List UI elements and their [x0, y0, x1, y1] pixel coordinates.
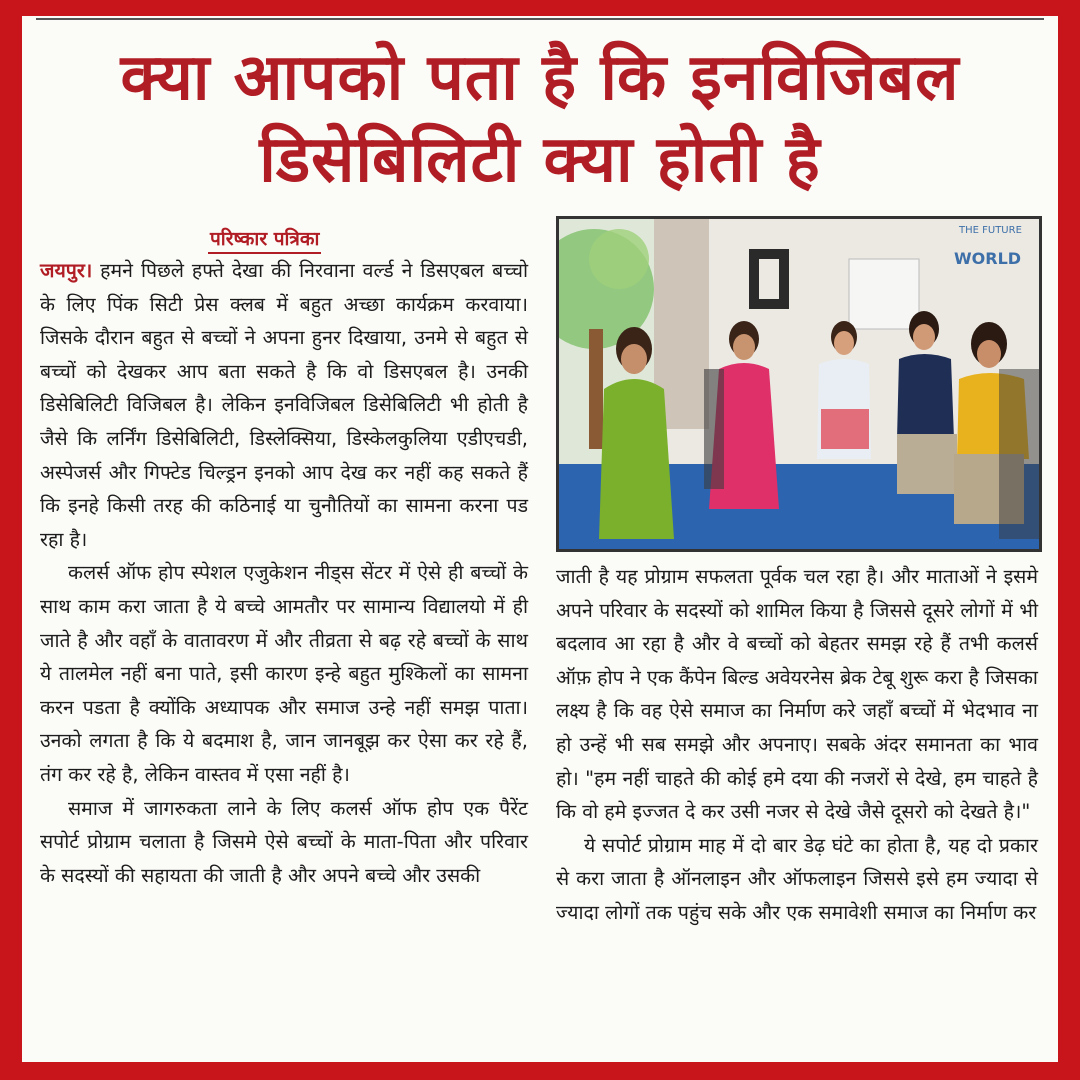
top-rule: [36, 18, 1044, 20]
headline-line-2: डिसेबिलिटी क्या होती है: [259, 123, 821, 197]
paragraph-2: कलर्स ऑफ होप स्पेशल एजुकेशन नीड्स सेंटर में ऐसे ही बच्चों के साथ काम करा जाता है ये बच्चे आमतौर पर सामान्य विद्यालयो में ही जाते है और वहाँ के वातावरण में और तीव्रता से बढ़ रहे बच्चों के साथ ये तालमेल नहीं बना पाते, इसी कारण इन्हे बहुत मुश्किलों का सामना करन पडता है क्योंकि अध्यापक और समाज उन्हे नहीं समझ पाता। उनको लगता है कि ये बदमाश है, जान जानबूझ कर ऐसा कर रहे हैं, तंग कर रहे है, लेकिन वास्तव में एसा नहीं है।: [40, 561, 528, 786]
dateline: जयपुर।: [40, 259, 93, 282]
headline-line-1: क्या आपको पता है कि इनविजिबल: [120, 41, 960, 115]
wall-text: WORLD: [954, 249, 1022, 268]
paragraph-1-text: हमने पिछले हफ्ते देखा की निरवाना वर्ल्ड ने डिसएबल बच्चो के लिए पिंक सिटी प्रेस क्लब में बहुत अच्छा कार्यक्रम करवाया। जिसके दौरान बहुत से बच्चों ने अपना हुनर दिखाया, उनमे से बहुत से बच्चों को देखकर आप बता सकते है कि वो डिसएबल है। उनकी डिसेबिलिटी विजिबल है। लेकिन इनविजिबल डिसेबिलिटी भी होती है जैसे कि लर्निंग डिसेबिलिटी, डिस्लेक्सिया, डिस्केलकुलिया एडीएचडी, अस्पेजर्स और गिफ्टेड चिल्ड्रन इनको आप देख कर नहीं कह सकते हैं कि इनहे किसी तरह की कठिनाई या चुनौतियों का सामना करना पड रहा है।: [40, 259, 528, 551]
paragraph-1: [40, 254, 528, 556]
paragraph-3: समाज में जागरुकता लाने के लिए कलर्स ऑफ होप एक पैरेंट सपोर्ट प्रोग्राम चलाता है जिसमे ऐसे बच्चों के माता-पिता और परिवार के सदस्यों की सहायता की जाती है और अपने बच्चे और उसकी: [40, 796, 528, 887]
newspaper-clipping: [22, 16, 1058, 1062]
paragraph-4: जाती है यह प्रोग्राम सफलता पूर्वक चल रहा है। और माताओं ने इसमे अपने परिवार के सदस्यों को शामिल किया है जिससे दूसरे लोगों में भी बदलाव आ रहा है और वे बच्चों को बेहतर समझ रहे हैं तभी कलर्स ऑफ़ होप ने एक कैंपेन बिल्ड अवेयरनेस ब्रेक टेबू शुरू करा है जिसका लक्ष्य है कि वह ऐसे समाज का निर्माण करे जहाँ बच्चों में भेदभाव ना हो उन्हें भी सब समझे और अपनाए। सबके अंदर समानता का भाव हो। "हम नहीं चाहते की कोई हमे दया की नजरों से देखे, हम चाहते है कि वो हमे इज्जत दे कर उसी नजर से देखे जैसे दूसरो को देखते है।": [556, 565, 1038, 824]
wall-top-text: THE FUTURE: [959, 225, 1022, 236]
photo-women-meeting: [559, 219, 1039, 549]
right-column: [556, 560, 1038, 930]
headline: [22, 38, 1058, 202]
byline: परिष्कार पत्रिका: [208, 226, 321, 254]
article-photo: [556, 216, 1042, 552]
paragraph-5: ये सपोर्ट प्रोग्राम माह में दो बार डेढ़ घंटे का होता है, यह दो प्रकार से करा जाता है ऑनलाइन और ऑफलाइन जिससे इसे हम ज्यादा से ज्यादा लोगों तक पहुंच सके और एक समावेशी समाज का निर्माण कर: [556, 833, 1038, 924]
left-column: [40, 254, 528, 892]
